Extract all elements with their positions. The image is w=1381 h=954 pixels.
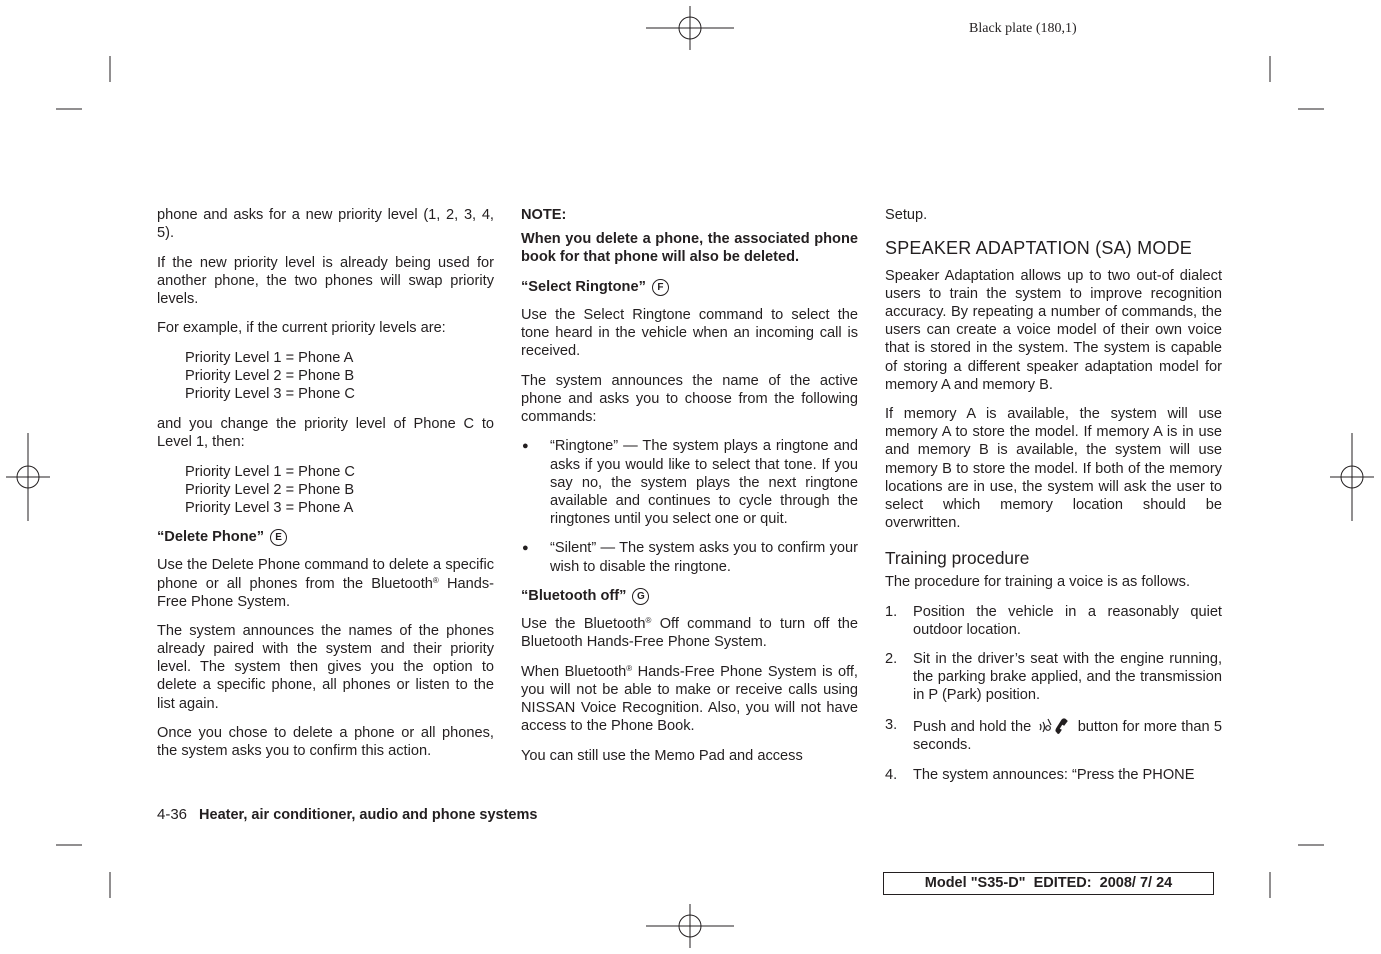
step-text: Position the vehicle in a reasonably quiet outdoor location.: [913, 603, 1222, 638]
bullet-icon: ●: [522, 542, 529, 555]
note-title: NOTE:: [521, 207, 567, 223]
page-number: 4-36: [157, 806, 188, 823]
registered-mark: ®: [626, 663, 633, 673]
priority-list-before: [157, 349, 494, 403]
command-heading-select-ringtone: [521, 278, 858, 296]
paragraph: phone and asks for a new priority level (1, 2, 3, 4, 5).: [157, 207, 494, 242]
text: Push and hold the: [913, 718, 1032, 735]
column-right: [885, 206, 1222, 795]
text: When Bluetooth: [521, 663, 627, 680]
step-item: [885, 766, 1222, 784]
command-title: “Delete Phone”: [157, 529, 265, 546]
list-item: Priority Level 2 = Phone B: [185, 481, 355, 498]
registered-mark: ®: [432, 575, 439, 585]
text: button for more than 5 seconds.: [913, 718, 1223, 754]
talk-phone-icon: [1037, 716, 1071, 734]
circled-letter-e: E: [270, 529, 287, 546]
paragraph: [521, 663, 858, 735]
paragraph: Setup.: [885, 207, 928, 223]
command-heading-delete-phone: [157, 528, 494, 546]
text: Hands-Free Phone System.: [157, 575, 494, 610]
paragraph: Use the Select Ringtone command to select the tone heard in the vehicle when an incoming call is received.: [521, 306, 858, 360]
step-item: [885, 603, 1222, 639]
command-title: “Bluetooth off”: [521, 588, 627, 605]
column-left: [157, 206, 494, 772]
step-number: 4.: [885, 766, 898, 783]
text: Hands-Free Phone System is off, you will not be able to make or receive calls using NISSAN Voice Recognition. Also, you will not have access to the Phone Book.: [521, 663, 858, 735]
registration-mark-bottom: [646, 904, 734, 948]
list-item: Priority Level 1 = Phone C: [185, 463, 355, 480]
paragraph: The system announces the name of the active phone and asks you to choose from the following commands:: [521, 372, 858, 425]
step-item: [885, 716, 1222, 754]
paragraph: [157, 556, 494, 610]
paragraph: The system announces the names of the phones already paired with the system and their priority level. The system then gives you the option to delete a specific phone, all phones or listen to the list again.: [157, 623, 494, 712]
paragraph: If the new priority level is already being used for another phone, the two phones will swap priority levels.: [157, 254, 494, 307]
bullet-icon: ●: [522, 440, 529, 453]
text: Use the Bluetooth: [521, 616, 646, 633]
step-text: Sit in the driver’s seat with the engine running, the parking brake applied, and the transmission in P (Park) position.: [913, 651, 1222, 704]
section-heading: SPEAKER ADAPTATION (SA) MODE: [885, 238, 1192, 259]
paragraph: For example, if the current priority levels are:: [157, 320, 446, 337]
text: Use the Delete Phone command to delete a specific phone or all phones from the Bluetooth: [157, 557, 494, 592]
list-item: Priority Level 3 = Phone C: [185, 386, 355, 403]
paragraph: If memory A is available, the system will use memory A to store the model. If memory A is in use and memory B is available, the system will use memory B to store the model. If both of the memory locations are in use, the system will ask the user to select which memory location should be overwritten.: [885, 406, 1222, 531]
list-item: Priority Level 2 = Phone B: [185, 368, 355, 385]
text: Off command to turn off the Bluetooth Hands-Free Phone System.: [521, 616, 858, 651]
step-text: [913, 716, 1222, 754]
registration-mark-left: [6, 433, 50, 521]
page-footer: [157, 806, 537, 823]
model-label: Model: [924, 875, 971, 891]
paragraph: You can still use the Memo Pad and access: [521, 747, 803, 764]
step-item: [885, 650, 1222, 704]
registered-mark: ®: [645, 616, 652, 626]
edited-date: EDITED: 2008/ 7/ 24: [1025, 875, 1173, 891]
paragraph: and you change the priority level of Phone C to Level 1, then:: [157, 415, 494, 450]
paragraph: Speaker Adaptation allows up to two out-of dialect users to train the system to improve recognition accuracy. By repeating a number of commands, the users can create a voice model of their own voice that is stored in the system. The system is capable of storing a different speaker adaptation model for memory A and memory B.: [885, 268, 1222, 393]
registration-mark-top: [646, 6, 734, 50]
command-heading-bluetooth-off: [521, 587, 858, 605]
bullet-item-silent: [521, 539, 858, 575]
model-edit-box: [883, 872, 1214, 895]
command-title: “Select Ringtone”: [521, 278, 646, 295]
step-text: The system announces: “Press the PHONE: [913, 766, 1195, 783]
paragraph: Once you chose to delete a phone or all phones, the system asks you to confirm this action.: [157, 725, 494, 760]
section-title: Heater, air conditioner, audio and phone systems: [199, 807, 538, 823]
bullet-text: “Ringtone” — The system plays a ringtone and asks if you would like to select that tone. If you say no, the system plays the next ringtone available and continues to cycle through the ringtones until you select one or quit.: [550, 438, 858, 527]
circled-letter-f: F: [652, 279, 669, 296]
note-body: When you delete a phone, the associated phone book for that phone will also be deleted.: [521, 231, 858, 266]
step-number: 3.: [885, 716, 898, 733]
registration-mark-right: [1330, 433, 1374, 521]
step-number: 1.: [885, 603, 898, 620]
plate-label: Black plate (180,1): [969, 21, 1077, 36]
list-item: Priority Level 1 = Phone A: [185, 350, 354, 367]
bullet-item-ringtone: [521, 437, 858, 527]
column-middle: [521, 206, 858, 776]
list-item: Priority Level 3 = Phone A: [185, 499, 354, 516]
model-name: "S35-D": [970, 875, 1026, 891]
paragraph: [521, 615, 858, 651]
step-number: 2.: [885, 651, 898, 668]
subsection-heading: Training procedure: [885, 547, 1030, 568]
priority-list-after: [157, 463, 494, 517]
bullet-text: “Silent” — The system asks you to confirm your wish to disable the ringtone.: [550, 540, 858, 575]
circled-letter-g: G: [632, 588, 649, 605]
paragraph: The procedure for training a voice is as follows.: [885, 573, 1190, 590]
